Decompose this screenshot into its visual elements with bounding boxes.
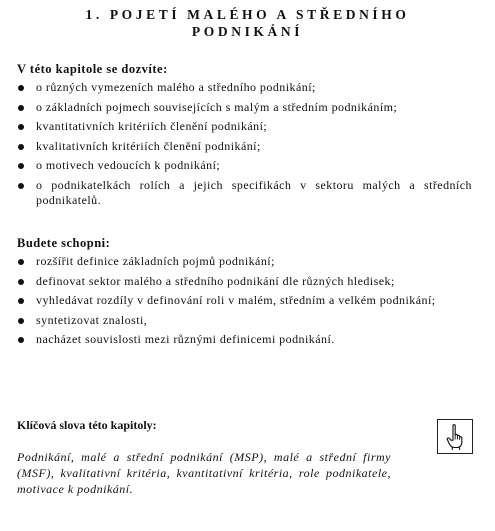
list-item-text: o podnikatelkách rolích a jejich specifikách v sektoru malých a středních podnikatelů. (36, 177, 472, 207)
keywords-heading: Klíčová slova této kapitoly: (17, 418, 157, 432)
bullet-icon (18, 183, 24, 189)
learn-list (17, 80, 472, 213)
list-item-text: nacházet souvislosti mezi různými definicemi podnikání. (36, 332, 335, 346)
list-item-text: definovat sektor malého a středního podnikání dle různých hledisek; (36, 273, 395, 288)
list-item (17, 254, 472, 270)
keywords-icon-box (437, 419, 473, 454)
list-item-text: o různých vymezeních malého a středního podnikání; (36, 80, 316, 94)
bullet-icon (18, 105, 24, 111)
list-item (17, 313, 472, 329)
chapter-title-line-2: PODNIKÁNÍ (191, 24, 304, 39)
keywords-text: Podnikání, malé a střední podnikání (MSP), malé a střední firmy (MSF), kvalitativní kritéria, kvantitativní kritéria, role podnikatele, motivace k podnikání. (17, 450, 391, 496)
list-item (17, 139, 472, 155)
list-item (17, 100, 472, 116)
list-item-text: vyhledávat rozdíly v definování roli v malém, středním a velkém podnikání; (36, 293, 436, 307)
bullet-icon (18, 259, 24, 265)
list-item-text: kvalitativních kritériích členění podnikání; (36, 138, 261, 153)
list-item (17, 178, 472, 209)
skills-list (17, 254, 472, 352)
list-item-text: rozšířit definice základních pojmů podnikání; (36, 254, 275, 268)
list-item (17, 274, 472, 290)
pointing-hand-icon (445, 423, 465, 451)
list-item (17, 119, 472, 135)
bullet-icon (18, 144, 24, 150)
list-item (17, 293, 472, 309)
list-item-text: o základních pojmech souvisejících s malým a středním podnikáním; (36, 99, 398, 114)
bullet-icon (18, 163, 24, 169)
skills-heading: Budete schopni: (17, 236, 111, 250)
chapter-title-line-1: 1. POJETÍ MALÉHO A STŘEDNÍHO (85, 7, 410, 22)
bullet-icon (18, 337, 24, 343)
bullet-icon (18, 124, 24, 130)
bullet-icon (18, 298, 24, 304)
list-item (17, 158, 472, 174)
bullet-icon (18, 279, 24, 285)
list-item (17, 80, 472, 96)
list-item-text: syntetizovat znalosti, (36, 312, 148, 327)
list-item-text: kvantitativních kritériích členění podnikání; (36, 119, 268, 133)
chapter-title (0, 6, 495, 40)
bullet-icon (18, 318, 24, 324)
bullet-icon (18, 85, 24, 91)
list-item (17, 332, 472, 348)
list-item-text: o motivech vedoucích k podnikání; (36, 158, 221, 172)
learn-heading: V této kapitole se dozvíte: (17, 62, 168, 76)
